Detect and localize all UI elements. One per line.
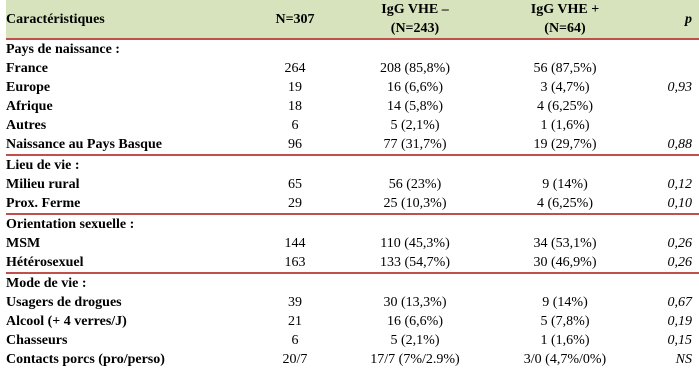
row-total-n: 144: [284, 236, 306, 251]
table-row: [6, 116, 699, 135]
row-p-value: 0,67: [667, 295, 692, 310]
row-igg-positive: [490, 214, 640, 234]
row-igg-positive: 3 (4,7%): [540, 80, 590, 95]
row-total-n: 39: [288, 295, 302, 310]
row-p-value: 0,26: [667, 236, 692, 251]
row-igg-positive: [490, 39, 640, 59]
row-total-n: [250, 155, 340, 175]
row-p-value: [640, 155, 699, 175]
row-igg-positive: 1 (1,6%): [540, 333, 590, 348]
row-igg-negative: 16 (6,6%): [387, 314, 443, 329]
row-igg-positive: 9 (14%): [542, 177, 588, 192]
row-p-value: 0,10: [667, 196, 692, 211]
row-label: Contacts porcs (pro/perso): [6, 352, 165, 367]
row-total-n: 18: [288, 99, 302, 114]
row-igg-positive: 34 (53,1%): [533, 236, 597, 251]
row-total-n: 6: [291, 333, 299, 348]
row-label: Hétérosexuel: [6, 255, 84, 270]
row-label: Autres: [6, 118, 47, 133]
row-igg-negative: 208 (85,8%): [380, 61, 450, 76]
row-label: Prox. Ferme: [6, 196, 81, 211]
row-total-n: 163: [284, 255, 306, 270]
row-total-n: 20/7: [282, 352, 308, 367]
row-igg-negative: 14 (5,8%): [387, 99, 443, 114]
row-igg-negative: 77 (31,7%): [383, 137, 447, 152]
row-label: Milieu rural: [6, 177, 80, 192]
header-igg-positive: [490, 0, 640, 39]
row-igg-positive: [490, 273, 640, 293]
table-row: [6, 293, 699, 312]
header-igg-negative-line1: IgG VHE –: [381, 2, 449, 17]
header-total-n: N=307: [250, 0, 340, 39]
row-p-value: 0,19: [667, 314, 692, 329]
table-row: [6, 350, 699, 369]
row-label: Alcool (+ 4 verres/J): [6, 314, 127, 329]
row-total-n: [250, 39, 340, 59]
header-igg-negative-line2: (N=243): [390, 21, 440, 36]
characteristics-table: [6, 0, 699, 369]
table-row: [6, 78, 699, 97]
header-igg-negative: [340, 0, 490, 39]
table-row: [6, 234, 699, 253]
row-total-n: 96: [288, 137, 302, 152]
header-p-value: p: [640, 0, 699, 39]
row-p-value: 0,93: [667, 80, 692, 95]
row-total-n: 264: [284, 61, 306, 76]
row-label: Afrique: [6, 99, 53, 114]
row-p-value: [640, 39, 699, 59]
row-igg-positive: 3/0 (4,7%/0%): [523, 352, 607, 367]
row-p-value: [640, 97, 699, 116]
row-igg-positive: 30 (46,9%): [533, 255, 597, 270]
row-igg-negative: [340, 39, 490, 59]
row-total-n: 29: [288, 196, 302, 211]
row-label: Orientation sexuelle :: [6, 217, 135, 232]
row-p-value: [640, 273, 699, 293]
row-total-n: [250, 273, 340, 293]
row-igg-negative: [340, 273, 490, 293]
table-row: [6, 135, 699, 155]
row-label: Mode de vie :: [6, 276, 87, 291]
row-igg-negative: [340, 155, 490, 175]
row-label: MSM: [6, 236, 41, 251]
table-row: [6, 253, 699, 273]
row-igg-positive: 9 (14%): [542, 295, 588, 310]
row-label: Usagers de drogues: [6, 295, 122, 310]
row-igg-positive: 5 (7,8%): [540, 314, 590, 329]
row-p-value: [640, 59, 699, 78]
row-total-n: 65: [288, 177, 302, 192]
row-igg-positive: 4 (6,25%): [537, 99, 593, 114]
row-igg-positive: 19 (29,7%): [533, 137, 597, 152]
row-igg-positive: 1 (1,6%): [540, 118, 590, 133]
row-p-value: 0,88: [667, 137, 692, 152]
row-label: Chasseurs: [6, 333, 68, 348]
row-igg-positive: [490, 155, 640, 175]
row-total-n: 19: [288, 80, 302, 95]
row-label: Naissance au Pays Basque: [6, 137, 162, 152]
row-igg-negative: 56 (23%): [388, 177, 442, 192]
row-igg-negative: 5 (2,1%): [390, 118, 440, 133]
header-igg-positive-line2: (N=64): [544, 21, 586, 36]
row-igg-negative: 25 (10,3%): [383, 196, 447, 211]
row-igg-negative: 5 (2,1%): [390, 333, 440, 348]
row-igg-positive: 56 (87,5%): [533, 61, 597, 76]
row-p-value: 0,26: [667, 255, 692, 270]
row-igg-negative: 16 (6,6%): [387, 80, 443, 95]
row-label: Lieu de vie :: [6, 158, 80, 173]
row-p-value: 0,12: [667, 177, 692, 192]
table-row: [6, 59, 699, 78]
table-row: [6, 194, 699, 214]
row-igg-negative: 30 (13,3%): [383, 295, 447, 310]
header-igg-positive-line1: IgG VHE +: [530, 2, 600, 17]
row-igg-negative: 110 (45,3%): [380, 236, 450, 251]
row-total-n: 6: [291, 118, 299, 133]
header-characteristics: Caractéristiques: [6, 0, 250, 39]
section-header-row: [6, 39, 699, 59]
row-p-value: NS: [675, 352, 692, 367]
table-row: [6, 97, 699, 116]
table-row: [6, 312, 699, 331]
row-igg-negative: [340, 214, 490, 234]
section-header-row: [6, 155, 699, 175]
table-row: [6, 175, 699, 194]
row-total-n: [250, 214, 340, 234]
row-igg-negative: 133 (54,7%): [380, 255, 450, 270]
row-p-value: [640, 116, 699, 135]
table-body: [6, 39, 699, 369]
table-row: [6, 331, 699, 350]
row-p-value: 0,15: [667, 333, 692, 348]
row-igg-negative: 17/7 (7%/2.9%): [370, 352, 460, 367]
row-total-n: 21: [288, 314, 302, 329]
row-p-value: [640, 214, 699, 234]
section-header-row: [6, 214, 699, 234]
row-label: Pays de naissance :: [6, 42, 120, 57]
row-label: France: [6, 61, 48, 76]
row-igg-positive: 4 (6,25%): [537, 196, 593, 211]
section-header-row: [6, 273, 699, 293]
row-label: Europe: [6, 80, 51, 95]
header-row: [6, 0, 699, 39]
